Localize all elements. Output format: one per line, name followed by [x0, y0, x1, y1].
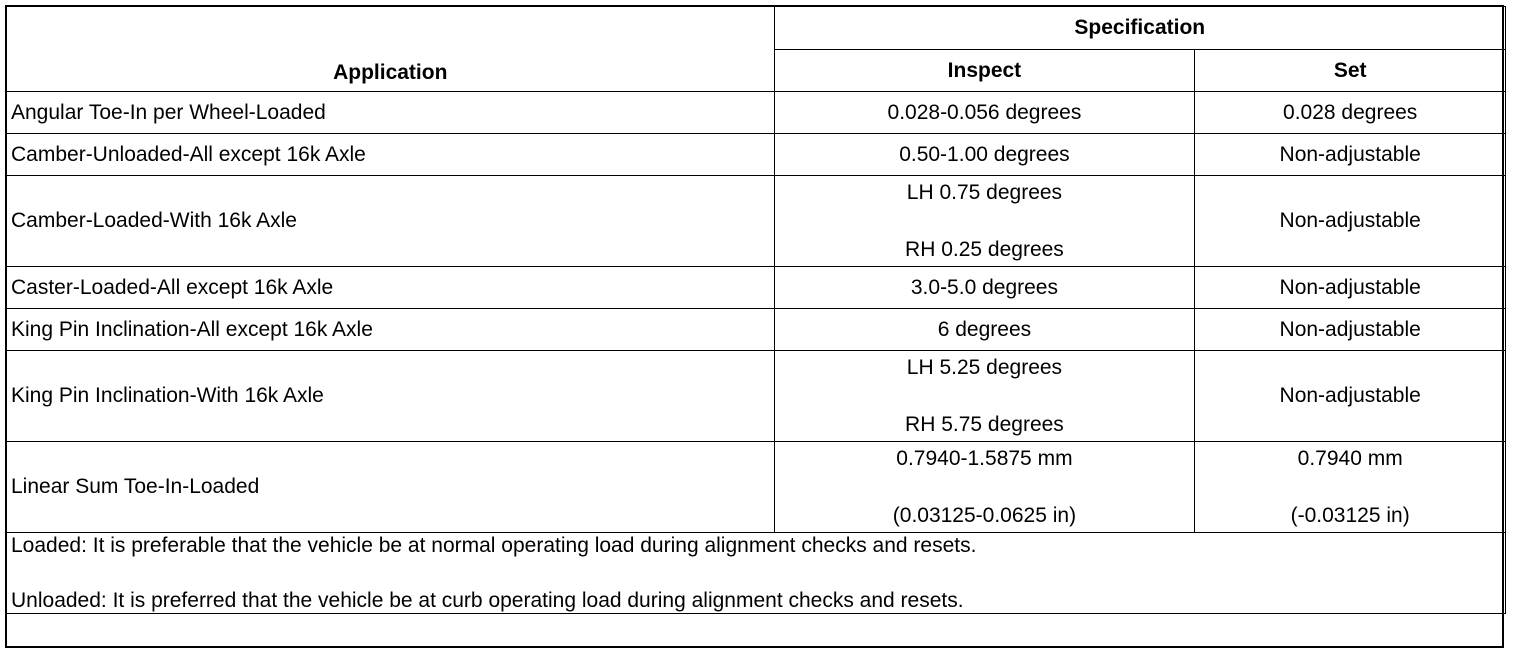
table-row — [7, 92, 1506, 134]
inspect-dual-values — [779, 351, 1191, 441]
inspect-dual-values — [779, 442, 1191, 532]
table-row — [7, 176, 1506, 267]
header-application-label: Application — [333, 60, 448, 84]
table-row — [7, 351, 1506, 442]
notes-row — [7, 533, 1506, 614]
inspect-value-metric: 0.7940-1.5875 mm — [896, 447, 1073, 470]
set-cell: Non-adjustable — [1195, 351, 1506, 442]
set-cell: Non-adjustable — [1195, 267, 1506, 309]
header-set-label: Set — [1333, 58, 1367, 82]
set-cell: Non-adjustable — [1195, 176, 1506, 267]
inspect-cell: 0.028-0.056 degrees — [774, 92, 1195, 134]
set-cell: Non-adjustable — [1195, 309, 1506, 351]
application-cell: King Pin Inclination-With 16k Axle — [7, 351, 775, 442]
note-unloaded: Unloaded: It is preferred that the vehicle be at curb operating load during alignment checks and resets. — [11, 589, 964, 613]
header-application — [7, 7, 775, 92]
application-cell: Linear Sum Toe-In-Loaded — [7, 442, 775, 533]
alignment-specification-table — [6, 6, 1506, 614]
notes-cell — [7, 533, 1506, 614]
set-dual-values — [1199, 442, 1501, 532]
set-cell: Non-adjustable — [1195, 134, 1506, 176]
table-row — [7, 309, 1506, 351]
inspect-value-imperial: (0.03125-0.0625 in) — [892, 503, 1077, 527]
table-row — [7, 134, 1506, 176]
header-inspect-label: Inspect — [947, 58, 1022, 82]
application-cell: Caster-Loaded-All except 16k Axle — [7, 267, 775, 309]
inspect-cell: 0.50-1.00 degrees — [774, 134, 1195, 176]
inspect-cell: 6 degrees — [774, 309, 1195, 351]
inspect-value-rh: RH 5.75 degrees — [905, 412, 1064, 436]
inspect-cell — [774, 442, 1195, 533]
table-row — [7, 442, 1506, 533]
set-cell: 0.028 degrees — [1195, 92, 1506, 134]
set-cell — [1195, 442, 1506, 533]
set-value-imperial: (-0.03125 in) — [1290, 503, 1410, 527]
header-specification-label: Specification — [1074, 16, 1206, 40]
application-cell: Camber-Loaded-With 16k Axle — [7, 176, 775, 267]
inspect-value-lh: LH 0.75 degrees — [906, 181, 1063, 204]
header-set — [1195, 49, 1506, 92]
header-row-top — [7, 7, 1506, 50]
inspect-value-lh: LH 5.25 degrees — [906, 356, 1063, 379]
inspect-cell — [774, 176, 1195, 267]
inspect-value-rh: RH 0.25 degrees — [905, 237, 1064, 261]
header-inspect — [774, 49, 1195, 92]
application-cell: Camber-Unloaded-All except 16k Axle — [7, 134, 775, 176]
application-cell: King Pin Inclination-All except 16k Axle — [7, 309, 775, 351]
inspect-cell: 3.0-5.0 degrees — [774, 267, 1195, 309]
inspect-dual-values — [779, 176, 1191, 266]
set-value-metric: 0.7940 mm — [1297, 447, 1403, 470]
header-specification — [774, 7, 1505, 50]
note-loaded: Loaded: It is preferable that the vehicle be at normal operating load during alignment checks and resets. — [11, 534, 977, 557]
inspect-cell — [774, 351, 1195, 442]
table-row — [7, 267, 1506, 309]
application-cell: Angular Toe-In per Wheel-Loaded — [7, 92, 775, 134]
